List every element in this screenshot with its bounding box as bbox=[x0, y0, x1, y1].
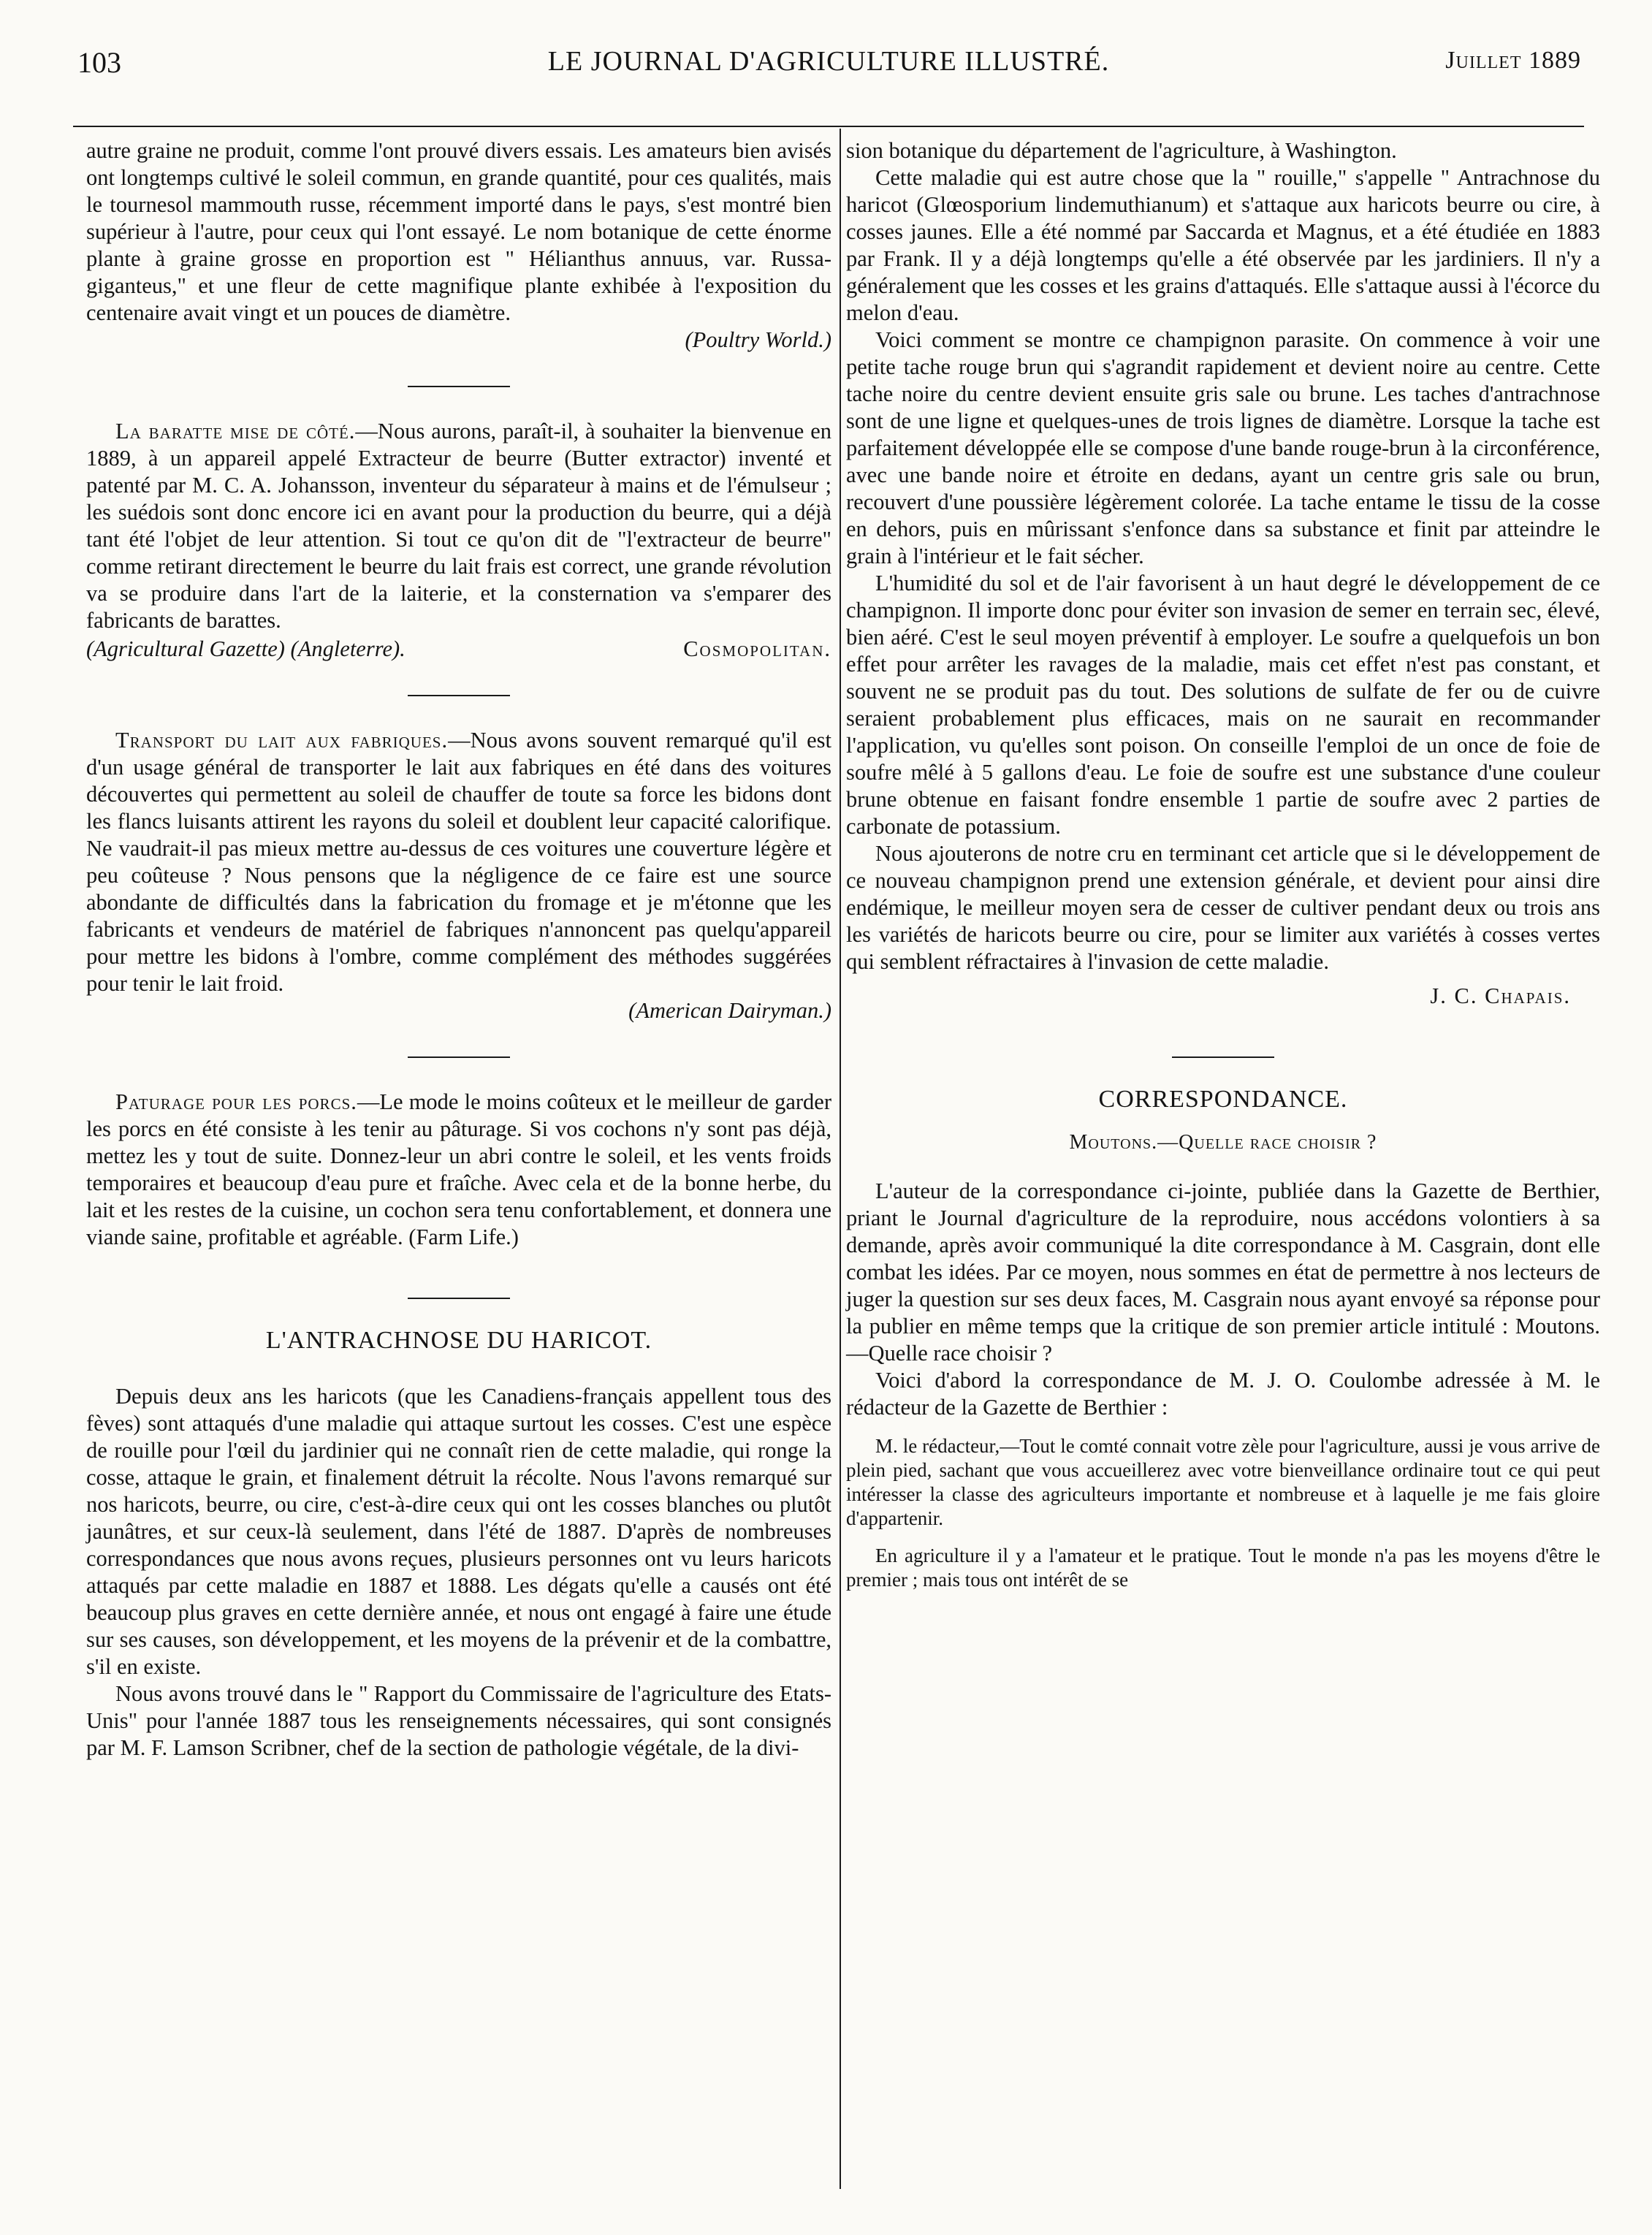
issue-date: Juillet 1889 bbox=[1445, 47, 1581, 74]
source-agricultural-gazette: (Agricultural Gazette) (Angleterre). bbox=[86, 636, 406, 661]
baratte-credit bbox=[86, 636, 831, 663]
transport-lait-paragraph bbox=[86, 727, 831, 997]
paturage-heading: Paturage pour les porcs. bbox=[115, 1089, 357, 1114]
letter-salutation: M. le rédacteur,—Tout le comté connait votre zèle pour l'agriculture, aussi je vous arrive de plein pied, sachant que vous accueillerez avec votre bienveillance ordinaire tout ce qui peut intéresser la classe des agriculteurs importante et nombreuse et à laquelle je me fais gloire d'appartenir. bbox=[846, 1435, 1600, 1529]
left-column bbox=[86, 137, 831, 1762]
source-american-dairyman: (American Dairyman.) bbox=[628, 998, 831, 1023]
rouille-paragraph: Cette maladie qui est autre chose que la " rouille," s'appelle " Antrachnose du haricot (Glœosporium lindemuthianum) et s'attaque aux haricots beurre ou cire, à cosses jaunes. Elle a été nommé par Saccarda et Magnus, et a été étudiée en 1883 par Frank. Il y a déjà longtemps qu'elle a été observée par les jardiniers. Il n'y a généralement que les cosses et les grains d'attaqués. Elle s'attaque aussi à l'écorce du melon d'eau. bbox=[846, 165, 1600, 325]
correspondance-title: CORRESPONDANCE. bbox=[1098, 1086, 1348, 1113]
header-rule bbox=[73, 126, 1584, 127]
separator-rule bbox=[408, 1298, 510, 1299]
antrachnose-paragraph-2: Nous avons trouvé dans le " Rapport du Commissaire de l'agriculture des Etats-Unis" pour l'année 1887 tous les renseignements nécessaires, qui sont consignés par M. F. Lamson Scribner, chef de la section de pathologie végétale, de la divi- bbox=[86, 1681, 831, 1760]
baratte-heading: La baratte mise de côté. bbox=[115, 419, 356, 443]
sunflower-paragraph: autre graine ne produit, comme l'ont prouvé divers essais. Les amateurs bien avisés ont longtemps cultivé le soleil commun, en grande quantité, pour ces qualités, mais le tournesol mammouth russe, récemment importé dans le pays, s'est montré bien supérieur à l'autre, pour ceux qui l'ont essayé. Le nom botanique de cette énorme plante à graine grosse en proportion est " Hélianthus annuus, var. Russa-giganteus," et une fleur de cette magnifique plante exhibée à l'exposition du centenaire avait vingt et un pouces de diamètre. bbox=[86, 138, 831, 325]
cosmopolitan-signature: Cosmopolitan. bbox=[683, 636, 831, 661]
separator-rule bbox=[408, 1056, 510, 1058]
baratte-body: —Nous aurons, paraît-il, à souhaiter la bienvenue en 1889, à un appareil appelé Extracteur de beurre (Butter extractor) inventé et patenté par M. C. A. Johansson, inventeur du séparateur à mains et de l'émulseur ; les suédois sont donc encore ici en avant pour la production du beurre, qui a déjà tant été l'objet de leur attention. Si tout ce qu'on dit de "l'extracteur de beurre" comme retirant directement le beurre du lait frais est correct, une grande révolution va se produire dans l'art de la laiterie, et la consternation va s'emparer des fabricants de barattes. bbox=[86, 419, 832, 633]
page-number: 103 bbox=[77, 46, 121, 79]
humidite-paragraph: L'humidité du sol et de l'air favorisent à un haut degré le développement de ce champignon. Il importe donc pour éviter son invasion de semer en terrain sec, élevé, bien aéré. C'est le seul moyen préventif à employer. Le soufre a quelquefois un bon effet pour arrêter les ravages de la maladie, mais cet effet n'est pas constant, et souvent ne se produit pas du tout. Des solutions de sulfate de fer ou de cuivre seraient probablement plus efficaces, mais on ne saurait en recommander l'application, vu qu'elles sont poison. On conseille l'emploi de un once de foie de soufre mêlé à 5 gallons d'eau. Le foie de soufre est une substance d'une couleur brune obtenue en faisant fondre ensemble 1 partie de soufre avec 2 parties de carbonate de potassium. bbox=[846, 571, 1600, 839]
right-column bbox=[846, 137, 1600, 1592]
antrachnose-continued: sion botanique du département de l'agriculture, à Washington. bbox=[846, 138, 1397, 163]
paturage-paragraph bbox=[86, 1089, 831, 1251]
paturage-body: —Le mode le moins coûteux et le meilleur de garder les porcs en été consiste à les tenir au pâturage. Si vos cochons n'y sont pas déjà, mettez les y tout de suite. Donnez-leur un abri contre le soleil, et les vents froids temporaires et beaucoup d'eau pure et fraîche. Avec cela et de la bonne herbe, du lait et les restes de la cuisine, un cochon sera tenu confortablement, et donnera une viande saine, profitable et agréable. (Farm Life.) bbox=[86, 1089, 831, 1249]
separator-rule bbox=[408, 386, 510, 387]
coulombe-intro: Voici d'abord la correspondance de M. J. O. Coulombe adressée à M. le rédacteur de la Gazette de Berthier : bbox=[846, 1368, 1600, 1420]
transport-lait-body: —Nous avons souvent remarqué qu'il est d'un usage général de transporter le lait aux fabriques en été dans des voitures découvertes qui permettent au soleil de chauffer de toute sa force les bidons dont les flancs luisants attirent les rayons du soleil et doublent leur capacité calorifique. Ne vaudrait-il pas mieux mettre au-dessus de ces voitures une couverture légère et peu coûteuse ? Nous pensons que la négligence de ce faire est une source abondante de difficultés dans la fabrication du fromage et je m'étonne que les fabricants et vendeurs de matériel de fabriques n'annoncent pas quelqu'appareil pour mettre les bidons à l'ombre, comme complément des méthodes suggérées pour tenir le lait froid. bbox=[86, 728, 831, 996]
transport-lait-heading: Transport du lait aux fabriques. bbox=[115, 728, 449, 753]
journal-title: LE JOURNAL D'AGRICULTURE ILLUSTRÉ. bbox=[547, 46, 1110, 77]
source-poultry-world: (Poultry World.) bbox=[685, 327, 831, 352]
separator-rule bbox=[1172, 1056, 1274, 1058]
separator-rule bbox=[408, 695, 510, 696]
page-header bbox=[73, 45, 1584, 89]
antrachnose-paragraph-1: Depuis deux ans les haricots (que les Canadiens-français appellent tous des fèves) sont attaqués d'une maladie qui attaque surtout les cosses. C'est une espèce de rouille pour l'œil du jardinier qui ne connaît rien de cette maladie, qui ronge la cosse, attaque le grain, et finalement détruit la récolte. Nous l'avons remarqué sur nos haricots, beurre, ou cire, c'est-à-dire ceux qui ont les cosses blanches ou plutôt jaunâtres, et sur ceux-là seulement, dans l'été de 1887. D'après de nombreuses correspondances que nous avons reçues, plusieurs personnes ont vu leurs haricots attaqués par cette maladie en 1887 et 1888. Les dégats qu'elle a causés ont été beaucoup plus graves en cette dernière année, et nous ont engagé à faire une étude sur ses causes, son développement, et les moyens de la prévenir et de la combattre, s'il en existe. bbox=[86, 1384, 831, 1679]
correspondance-intro: L'auteur de la correspondance ci-jointe, publiée dans la Gazette de Berthier, priant le Journal d'agriculture de la reproduire, nous accédons volontiers à sa demande, après avoir communiqué la dite correspondance à M. Casgrain, dont elle combat les idées. Par ce moyen, nous sommes en état de permettre à nos lecteurs de juger la question sur ses deux faces, M. Casgrain nous ayant envoyé sa réponse pour la publier en même temps que la critique de son premier article intitulé : Moutons.—Quelle race choisir ? bbox=[846, 1179, 1600, 1366]
antrachnose-title: L'ANTRACHNOSE DU HARICOT. bbox=[265, 1327, 652, 1354]
baratte-paragraph bbox=[86, 418, 831, 634]
letter-paragraph: En agriculture il y a l'amateur et le pratique. Tout le monde n'a pas les moyens d'être le premier ; mais tous ont intérêt de se bbox=[846, 1545, 1600, 1591]
conclusion-paragraph: Nous ajouterons de notre cru en terminant cet article que si le développement de ce nouveau champignon prend une extension générale, et devient pour ainsi dire endémique, le meilleur moyen sera de cesser de cultiver pendant deux ou trois ans les variétés de haricots beurre ou cire, pour se limiter aux variétés à cosses vertes qui semblent réfractaires à l'invasion de cette maladie. bbox=[846, 841, 1600, 974]
column-divider bbox=[840, 129, 841, 2189]
chapais-signature: J. C. Chapais. bbox=[1430, 983, 1571, 1008]
moutons-subtitle: Moutons.—Quelle race choisir ? bbox=[1069, 1131, 1377, 1154]
champignon-paragraph: Voici comment se montre ce champignon parasite. On commence à voir une petite tache rouge brun qui s'agrandit rapidement et devient noire au centre. Cette tache noire du centre devient ensuite gris sale ou brune. Les taches d'antrachnose sont de une ligne et quelques-unes de trois lignes de diamètre. Lorsque la tache est parfaitement développée elle se compose d'une bande rouge-brun à la circonférence, avec une bande noire et étroite en dedans, ayant un centre gris sale ou brun, recouvert d'une poussière légèrement colorée. La tache entame le tissu de la cosse en dehors, puis en mûrissant s'enfonce dans sa substance et finit par atteindre le grain à l'intérieur et le fait sécher. bbox=[846, 327, 1600, 568]
